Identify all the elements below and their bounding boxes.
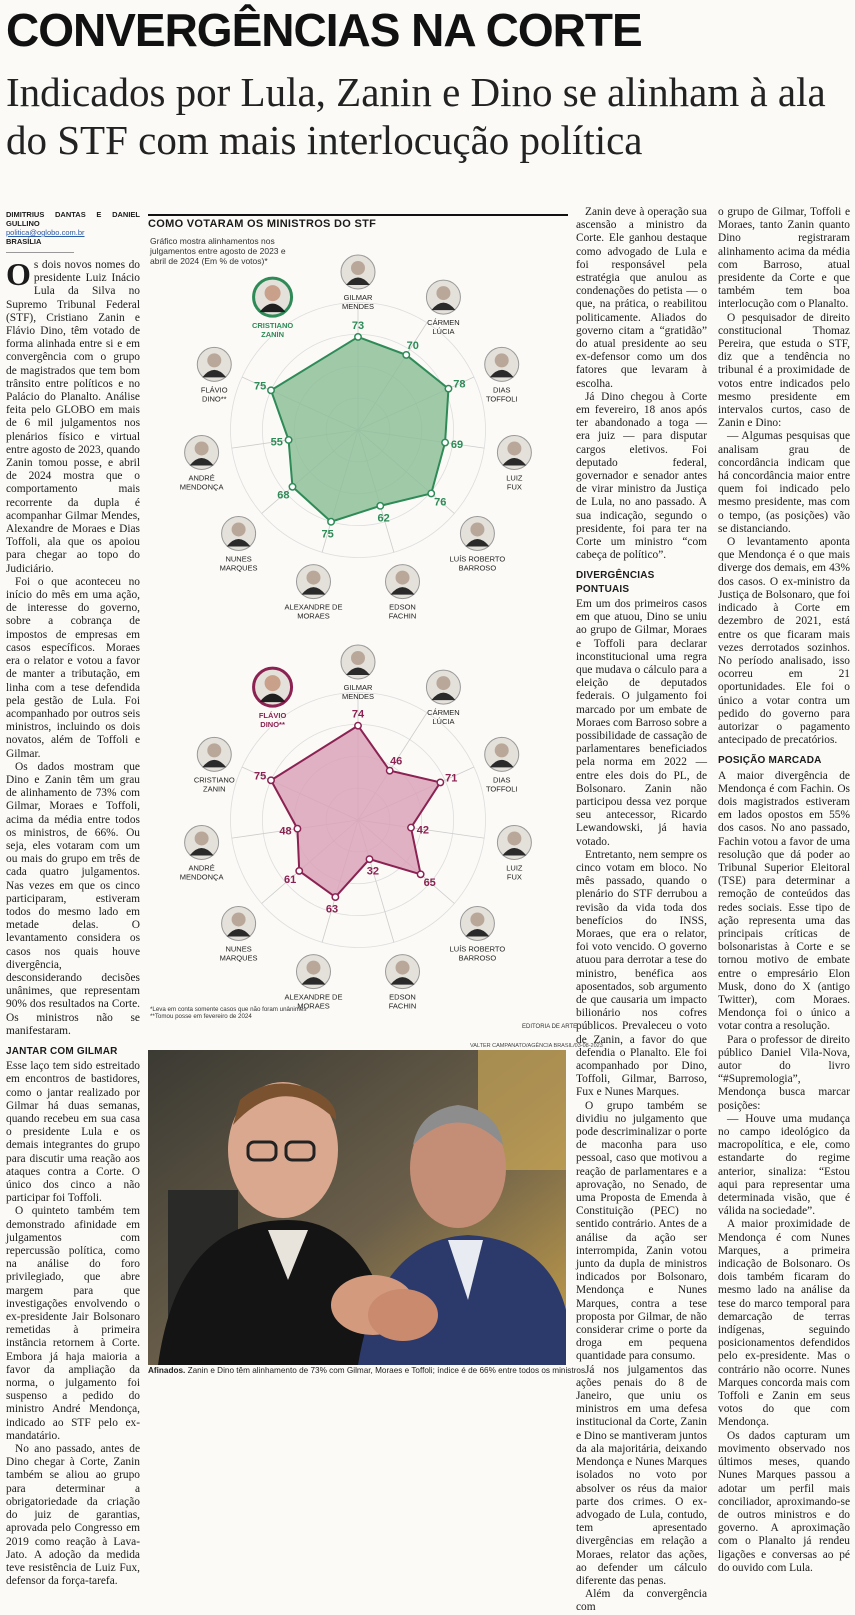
person-icon bbox=[351, 651, 365, 665]
category-label: GILMAR bbox=[343, 293, 373, 302]
chart-subtitle: Gráfico mostra alinhamentos nos julgamentos entre agosto de 2023 e abril de 2024 (Em % de votos)* bbox=[150, 236, 286, 266]
data-label: 71 bbox=[445, 772, 458, 785]
data-point bbox=[285, 437, 291, 443]
headline: Indicados por Lula, Zanin e Dino se alinham à ala do STF com mais interlocução política bbox=[6, 69, 826, 163]
article-paragraph: O grupo também se dividiu no julgamento que pode descriminalizar o porte de maconha para uso pessoal, caso que motivou a reação de parlamentares e a aprovação, no Senado, de uma Proposta de Emenda à Constituição (PEC) no sentido contrário. Antes de a análise da ação ser interrompida, Zanin votou junto da dupla de ministros indicados por Bolsonaro, Mendonça e Nunes Marques, contra a tese proposta por Gilmar, de não considerar crime o porte da droga em pequena quantidade para consumo. bbox=[576, 1099, 707, 1363]
person-icon bbox=[495, 743, 509, 757]
article-paragraph: Os dados mostram que Dino e Zanin têm um grau de alinhamento de 73% com Gilmar, Moraes e Toffoli, acima da média entre todos os ministros, de 66%. Ou seja, eles votaram com um ou mais do grupo em três de cada quatro julgamentos. Nas vezes em que os cinco participaram, estiveram todos do mesmo lado em metade delas. O levantamento considera os casos nos quais houve divergência, desconsiderando decisões unânimes, que representam 90% dos resultados na Corte. Os ministros não se manifestaram. bbox=[6, 760, 140, 1037]
data-label: 46 bbox=[390, 755, 403, 768]
photo-caption bbox=[148, 1366, 586, 1376]
person-icon bbox=[470, 912, 484, 926]
category-label: MORAES bbox=[297, 1001, 330, 1011]
byline-city: BRASÍLIA bbox=[6, 237, 42, 246]
dropcap: O bbox=[6, 256, 31, 292]
article-paragraph: o grupo de Gilmar, Toffoli e Moraes, tanto Zanin quanto Dino registraram alinhamento acima da média com Barroso, atual presidente da Corte e que também tem boa interlocução com o Planalto. bbox=[718, 206, 850, 311]
category-label: FACHIN bbox=[388, 611, 417, 621]
data-label: 73 bbox=[351, 319, 365, 332]
data-label: 75 bbox=[253, 770, 267, 783]
data-label: 65 bbox=[423, 877, 436, 890]
column-4 bbox=[718, 206, 850, 1575]
category-label: ANDRÉ bbox=[188, 863, 215, 873]
chart-title: COMO VOTARAM OS MINISTROS DO STF bbox=[148, 218, 377, 230]
article-paragraph: A maior divergência de Mendonça é com Fachin. Os dois magistrados estiveram em lados opostos em 55% dos casos. No ano passado, Fachin votou a favor de uma resolução que dá poder ao Tribunal Superior Eleitoral (TSE) para determinar a remoção de conteúdos das redes sociais. Esse tipo de ação representa uma das principais críticas de bolsonaristas à Corte e se tornou motivo de embate entre o empresário Elon Musk, dono do X (antigo Twitter), com Moraes. Mendonça foi o único a votar contra a resolução. bbox=[718, 769, 850, 1033]
data-point bbox=[289, 484, 295, 490]
category-label: MORAES bbox=[297, 611, 330, 621]
caption-lead: Afinados. bbox=[148, 1366, 186, 1375]
data-label: 70 bbox=[406, 339, 419, 352]
category-label: CÁRMEN bbox=[427, 708, 460, 718]
category-label: DINO** bbox=[201, 394, 227, 404]
category-label: CRISTIANO bbox=[193, 775, 235, 785]
article-paragraph: No ano passado, antes de Dino chegar à Corte, Zanin também se aliou ao grupo para determinar a obrigatoriedade da criação do juiz de garantias, aprovada pelo Congresso em 2019 como reação à Lava-Jato. A adoção da medida teve resistência de Luiz Fux, defensor da força-tarefa. bbox=[6, 1443, 140, 1588]
category-label: TOFFOLI bbox=[485, 394, 518, 404]
person-icon bbox=[470, 522, 484, 536]
category-label: MENDES bbox=[341, 302, 375, 311]
data-label: 69 bbox=[450, 439, 464, 452]
category-label: NUNES bbox=[225, 554, 252, 564]
chart-notes: *Leva em conta somente casos que não foram unânimes **Tomou posse em fevereiro de 2024 bbox=[150, 1006, 307, 1020]
category-label: ZANIN bbox=[203, 784, 226, 794]
column-3 bbox=[576, 206, 707, 1615]
category-label: EDSON bbox=[389, 602, 416, 612]
radar-charts bbox=[148, 250, 568, 1020]
data-label: 62 bbox=[377, 512, 390, 525]
category-label: FUX bbox=[506, 482, 522, 492]
data-point bbox=[403, 352, 409, 358]
kicker: CONVERGÊNCIAS NA CORTE bbox=[6, 4, 642, 56]
data-point bbox=[332, 894, 338, 900]
article-paragraph: A maior proximidade de Mendonça é com Nunes Marques, a primeira indicação de Bolsonaro. Os dois também ficaram do mesmo lado na análise da tese do marco temporal para demarcação de terras indígenas, seguindo posicionamentos defendidos pelo ex-presidente. Mas o contrário não ocorre. Nunes Marques concorda mais com Toffoli e Zanin em seus votos do que com Mendonça. bbox=[718, 1218, 850, 1429]
category-label: GILMAR bbox=[343, 683, 373, 692]
article-paragraph: Os dois novos nomes do presidente Luiz Inácio Lula da Silva no Supremo Tribunal Federal (STF), Cristiano Zanin e Flávio Dino, têm votado de forma alinhada entre si e em convergência com o grupo de magistrados que tem bom trânsito entre políticos e no Palácio do Planalto. Análise feita pelo GLOBO em mais de 6 mil julgamentos nos plenários físico e virtual entre agosto de 2023, quando Zanin tomou posse, e abril de 2024 mostra que o comportamento mais recorrente da dupla é acompanhar Gilmar Mendes, Alexandre de Moraes e Dias Toffoli, ala que os apoiou para chegar ao topo do Judiciário. bbox=[6, 256, 140, 575]
article-paragraph: — Houve uma mudança no campo ideológico da macropolítica, e ele, como estandarte do regime anterior, sinaliza: “Estou aqui para representar uma determinada visão, que é válida na sociedade”. bbox=[718, 1112, 850, 1218]
data-point bbox=[355, 722, 361, 728]
byline bbox=[6, 210, 140, 246]
subject-label: CRISTIANO bbox=[251, 321, 294, 331]
category-label: MENDONÇA bbox=[179, 872, 224, 882]
category-label: CÁRMEN bbox=[427, 318, 460, 328]
data-label: 63 bbox=[325, 903, 339, 916]
section-heading: JANTAR COM GILMAR bbox=[6, 1045, 118, 1057]
byline-email[interactable]: politica@oglobo.com.br bbox=[6, 228, 85, 237]
category-label: LUÍS ROBERTO bbox=[449, 944, 506, 954]
article-paragraph: O quinteto também tem demonstrado afinidade em julgamentos com repercussão política, como na análise do foro privilegiado, que abre margem para que investigações envolvendo o ex-presidente Jair Bolsonaro remetidas à primeira instância retornem à Corte. Embora já haja maioria a favor da ampliação da norma, o julgamento foi suspenso a pedido do ministro André Mendonça, indicado ao STF pelo ex-mandatário. bbox=[6, 1205, 140, 1442]
data-point bbox=[408, 824, 414, 830]
photo-illustration bbox=[148, 1050, 566, 1365]
person-icon bbox=[507, 441, 521, 455]
data-point bbox=[294, 826, 300, 832]
category-label: MENDONÇA bbox=[179, 482, 224, 492]
category-label: TOFFOLI bbox=[485, 784, 518, 794]
caption-text: Zanin e Dino têm alinhamento de 73% com Gilmar, Moraes e Toffoli; índice é de 66% entre todos os ministros bbox=[185, 1366, 586, 1375]
data-label: 61 bbox=[284, 873, 297, 886]
data-point bbox=[377, 503, 383, 509]
data-label: 78 bbox=[453, 378, 466, 391]
article-paragraph: Além da convergência com bbox=[576, 1588, 707, 1614]
person-icon bbox=[306, 571, 320, 585]
article-paragraph: Para o professor de direito público Daniel Vila-Nova, autor do livro “#Supremologia”, Mendonça busca marcar posições: bbox=[718, 1033, 850, 1112]
data-point bbox=[328, 519, 334, 525]
data-point bbox=[366, 856, 372, 862]
article-paragraph: Foi o que aconteceu no início do mês em uma ação, de interesse do governo, sobre a cobrança de impostos de empresas em casos específicos. Moraes era o relator e votou a favor de manter a tributação, em linha com a tese defendida pela gestão de Lula. Foi acompanhado por outros seis ministros, incluindo os dois novatos, além de Toffoli e Gilmar. bbox=[6, 575, 140, 760]
chart-rule bbox=[148, 214, 568, 216]
data-point bbox=[296, 868, 302, 874]
category-label: ALEXANDRE DE bbox=[284, 992, 343, 1002]
data-point bbox=[387, 767, 393, 773]
person-icon bbox=[232, 522, 246, 536]
category-label: LÚCIA bbox=[432, 327, 455, 337]
category-label: DIAS bbox=[492, 385, 511, 395]
photo bbox=[148, 1050, 566, 1365]
person-icon bbox=[436, 286, 450, 300]
category-label: ANDRÉ bbox=[188, 473, 215, 483]
category-label: LÚCIA bbox=[432, 717, 455, 727]
subject-label: ZANIN bbox=[261, 330, 285, 340]
section-heading: POSIÇÃO MARCADA bbox=[718, 755, 822, 767]
radar-chart-2 bbox=[180, 645, 532, 1011]
data-label: 75 bbox=[321, 528, 334, 541]
subject-label: FLÁVIO bbox=[258, 711, 287, 721]
person-icon bbox=[207, 353, 221, 367]
category-label: MENDES bbox=[341, 692, 375, 701]
person-icon bbox=[351, 261, 365, 275]
data-point bbox=[445, 385, 451, 391]
person-icon bbox=[232, 912, 246, 926]
article-paragraph: Zanin deve à operação sua ascensão a ministro da Corte. Ele ganhou destaque como advogado de Lula e foi responsável pela estratégia que anulou as condenações do petista — o que, na prática, o reabilitou politicamente. Aliados do governo citam a “gratidão” do atual presidente ao seu ex-defensor como um dos fatores que levaram à escolha. bbox=[576, 206, 707, 390]
data-point bbox=[268, 777, 274, 783]
article-paragraph: — Algumas pesquisas que analisam grau de concordância indicam que há concordância maior entre quem foi indicado pelo mesmo presidente, mas com o tempo, (as posições) vão se distanciando. bbox=[718, 430, 850, 535]
article-paragraph: Os dados capturam um movimento observado nos últimos meses, quando Nunes Marques passou a adotar um perfil mais conciliador, aproximando-se de outros ministros e do governo. A aproximação com o Planalto já rendeu ligações e conversas ao pé do ouvido com Lula. bbox=[718, 1429, 850, 1574]
person-icon bbox=[396, 571, 410, 585]
person-icon bbox=[495, 353, 509, 367]
category-label: FUX bbox=[506, 872, 522, 882]
category-label: DIAS bbox=[492, 775, 511, 785]
category-label: NUNES bbox=[225, 944, 252, 954]
data-point bbox=[355, 334, 361, 340]
column-1 bbox=[6, 210, 140, 1588]
category-label: FLÁVIO bbox=[200, 385, 228, 395]
article-paragraph: O levantamento aponta que Mendonça é o que mais diverge dos demais, em 43% dos casos. O ex-ministro da Justiça de Bolsonaro, que foi indicado à Corte em dezembro de 2021, está entre os que ficaram mais vezes derrotados sozinhos. No período analisado, isso ocorreu em 21 oportunidades. Ele foi o único a votar contra um pedido do governo para autorizar o pagamento antecipado de precatórios. bbox=[718, 536, 850, 747]
data-label: 32 bbox=[366, 865, 380, 878]
data-point bbox=[437, 779, 443, 785]
article-paragraph: Esse laço tem sido estreitado em encontros de bastidores, como o jantar realizado por Gilmar há duas semanas, quando recebeu em sua casa o presidente Lula e os demais integrantes do grupo para discutir uma reação aos ataques contra a Corte. O único dos cinco a não participar foi Toffoli. bbox=[6, 1060, 140, 1205]
category-label: EDSON bbox=[389, 992, 416, 1002]
category-label: BARROSO bbox=[458, 563, 497, 573]
data-label: 75 bbox=[253, 380, 267, 393]
article-paragraph: Já nos julgamentos das ações penais do 8 de Janeiro, que uniu os ministros em uma defesa institucional da Corte, Zanin e Dino se mantiveram juntos da ala majoritária, deixando Mendonça e Nunes Marques isolados no voto por absolver os réus da maior parte dos crimes. O ex-advogado de Lula, contudo, tem apresentado divergências em relação a Moraes, relator das ações, ao defender um cálculo diferente das penas. bbox=[576, 1363, 707, 1587]
person-icon bbox=[265, 675, 281, 691]
person-icon bbox=[265, 285, 281, 301]
byline-authors: DIMITRIUS DANTAS E DANIEL GULLINO bbox=[6, 210, 140, 228]
article-paragraph: Entretanto, nem sempre os cinco votam em bloco. No mês passado, quando o plenário do STF derrubou a revisão da vida toda dos benefícios do INSS, Moraes, que era o relator, foi voto vencido. O governo atuou para derrotar a tese do ministro, benéfica aos aposentados, sob argumento de que causaria um impacto bilionário nos cofres públicos. Prevaleceu o voto de Zanin, a favor do que defendia o Planalto. Ele foi acompanhado por Dino, Toffoli, Gilmar, Barroso, Fux e Nunes Marques. bbox=[576, 848, 707, 1099]
category-label: MARQUES bbox=[219, 953, 258, 963]
article-paragraph: O pesquisador de direito constitucional Thomaz Pereira, que estuda o STF, diz que a tendência no tribunal é a proximidade de votos entre indicados pelo mesmo presidente em intervalos curtos, caso de Zanin e Dino: bbox=[718, 311, 850, 430]
data-label: 42 bbox=[416, 824, 430, 837]
person-icon bbox=[436, 676, 450, 690]
data-point bbox=[442, 439, 448, 445]
category-label: LUIZ bbox=[506, 863, 523, 873]
radar-chart-1 bbox=[180, 255, 532, 621]
person-icon bbox=[207, 743, 221, 757]
section-heading: DIVERGÊNCIAS PONTUAIS bbox=[576, 570, 655, 595]
article-paragraph: Em um dos primeiros casos em que atuou, Dino se uniu ao grupo de Gilmar, Moraes e Toffoli para declarar inconstitucional uma regra que mudava o cálculo para a eleição de deputados federais. O julgamento foi marcado por um embate de Moraes com Barroso sobre a possibilidade de cassação de parlamentares beneficiados pela norma em 2022 — entre eles dois do PL, de Bolsonaro. Zanin não participou dessa vez porque seu antecessor, Ricardo Lewandowski, já havia votado. bbox=[576, 597, 707, 848]
category-label: ALEXANDRE DE bbox=[284, 602, 343, 612]
byline-divider bbox=[6, 252, 74, 253]
person-icon bbox=[195, 441, 209, 455]
person-icon bbox=[306, 961, 320, 975]
person-icon bbox=[396, 961, 410, 975]
person-icon bbox=[195, 831, 209, 845]
article-paragraph: Já Dino chegou à Corte em fevereiro, 18 anos após ter abandonado a toga — era juiz — para disputar cargos eletivos. Foi deputado federal, governador e senador antes de virar ministro da Justiça de Lula, no ano passado. A sua indicação, segundo o presidente, foi para ter na Corte um ministro “com cabeça de político”. bbox=[576, 390, 707, 562]
data-label: 55 bbox=[270, 436, 283, 449]
photo-credit: VALTER CAMPANATO/AGÊNCIA BRASIL/03-08-2023 bbox=[470, 1043, 603, 1049]
category-label: LUIZ bbox=[506, 473, 523, 483]
category-label: BARROSO bbox=[458, 953, 497, 963]
chart-source: EDITORIA DE ARTE bbox=[522, 1024, 578, 1030]
data-label: 68 bbox=[277, 489, 290, 502]
person-icon bbox=[507, 831, 521, 845]
category-label: FACHIN bbox=[388, 1001, 417, 1011]
category-label: MARQUES bbox=[219, 563, 258, 573]
data-point bbox=[268, 387, 274, 393]
category-label: LUÍS ROBERTO bbox=[449, 554, 506, 564]
radar-area bbox=[271, 337, 448, 525]
data-label: 48 bbox=[279, 825, 292, 838]
data-label: 74 bbox=[351, 708, 365, 721]
subject-label: DINO** bbox=[260, 720, 285, 730]
data-label: 76 bbox=[434, 496, 447, 509]
